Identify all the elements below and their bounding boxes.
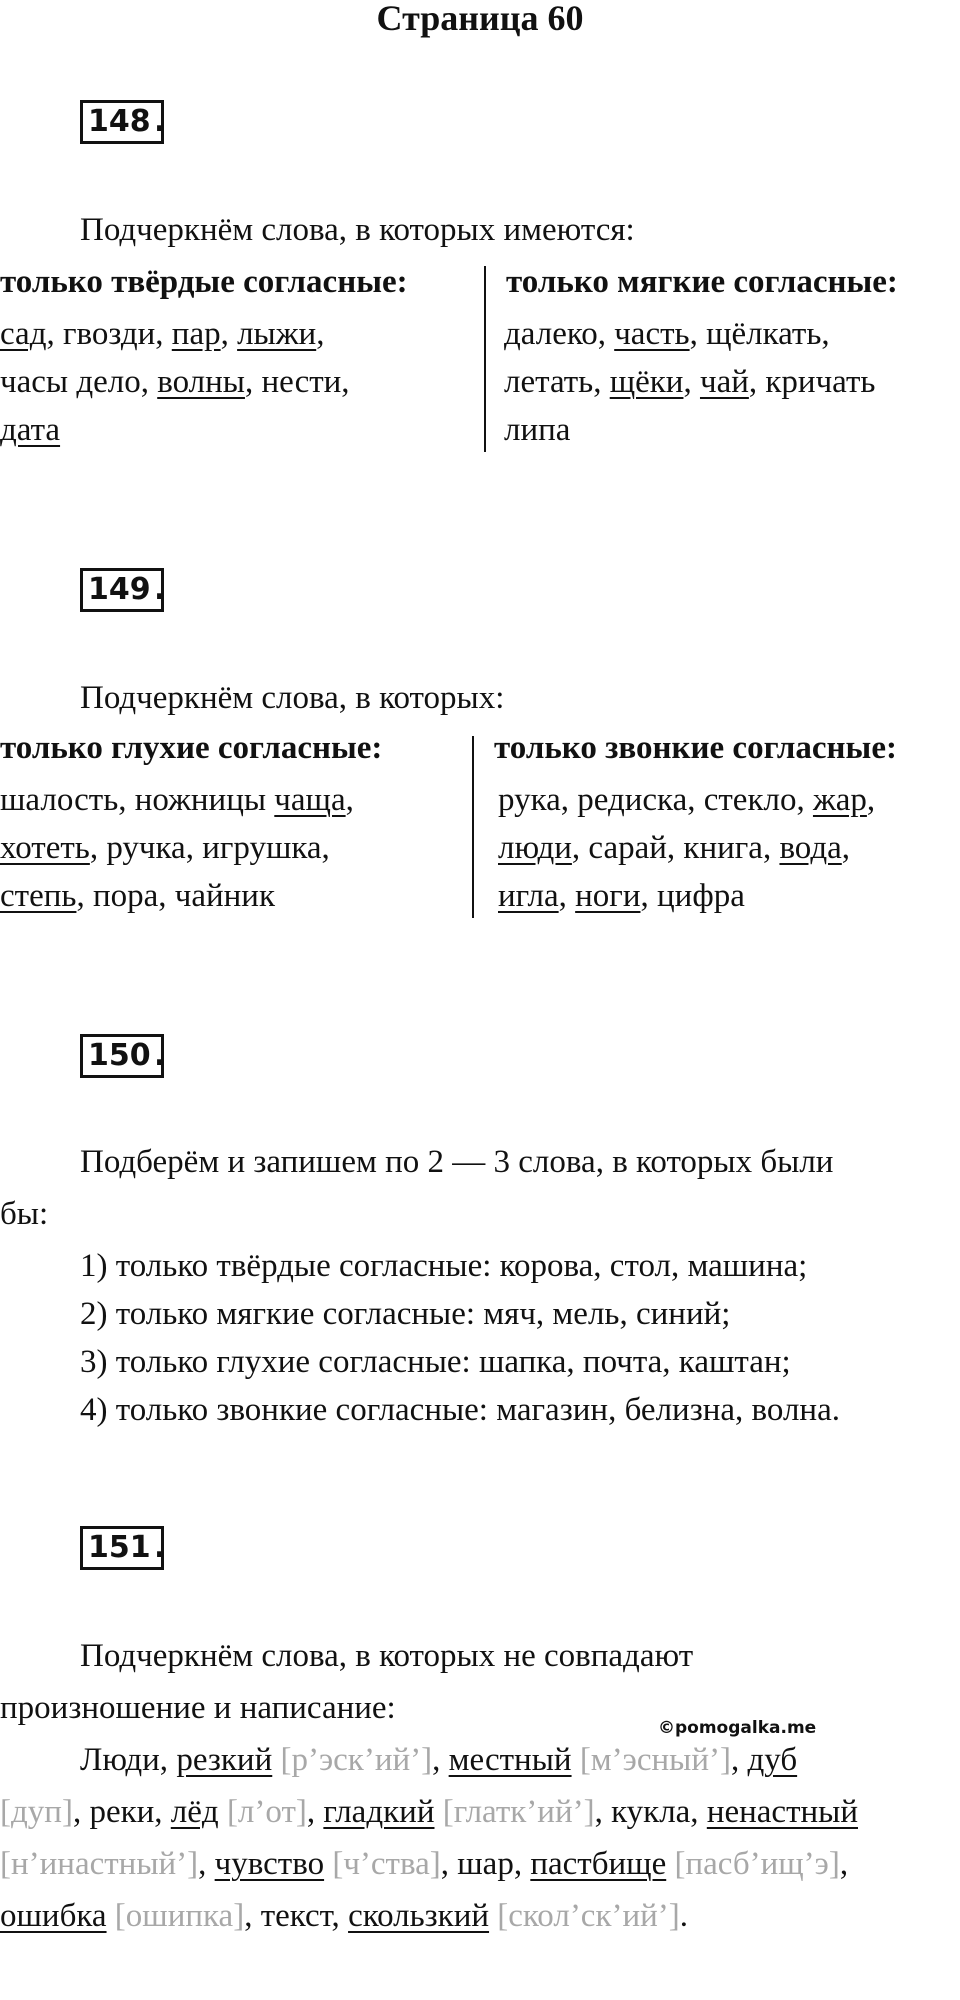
text-fragment: , кричать: [748, 364, 876, 400]
text-fragment: [107, 1898, 115, 1934]
text-fragment: ,: [683, 364, 700, 400]
underlined-word: местный: [448, 1742, 572, 1778]
exercise-number: 151: [88, 1530, 151, 1565]
text-fragment: липа: [504, 412, 571, 448]
text-line: [498, 776, 875, 824]
text-fragment: , цифра: [640, 878, 745, 914]
text-fragment: , щёлкать,: [689, 316, 830, 352]
transcription: [м’эсный’]: [579, 1742, 731, 1778]
text-fragment: [434, 1794, 442, 1830]
exercise-intro: Подчеркнём слова, в которых имеются:: [80, 212, 635, 248]
exercise-intro: Подчеркнём слова, в которых не совпадают: [80, 1638, 694, 1674]
column-divider: [472, 736, 474, 918]
column-divider: [484, 266, 486, 452]
column-heading-right: только мягкие согласные:: [506, 264, 898, 300]
transcription: [л’от]: [226, 1794, 307, 1830]
text-fragment: ,: [839, 1846, 849, 1882]
underlined-word: дата: [0, 412, 61, 448]
underlined-word: чай: [699, 364, 749, 400]
text-fragment: ,: [345, 782, 354, 818]
exercise-number: 150: [88, 1038, 151, 1073]
underlined-word: пастбище: [530, 1846, 667, 1882]
exercise-number: 149: [88, 572, 151, 607]
underlined-word: чаща: [274, 782, 346, 818]
answer-item: 4) только звонкие согласные: магазин, белизна, волна.: [80, 1392, 840, 1428]
text-fragment: ,: [730, 1742, 748, 1778]
watermark: ©pomogalka.me: [658, 1718, 817, 1738]
text-fragment: ,: [220, 316, 238, 352]
underlined-word: пар: [171, 316, 221, 352]
exercise-number-dot: .: [154, 1530, 166, 1565]
underlined-word: скользкий: [348, 1898, 490, 1934]
underlined-word: игла: [498, 878, 559, 914]
text-fragment: , реки,: [72, 1794, 171, 1830]
page-title: Страница 60: [376, 0, 584, 38]
text-fragment: рука, редиска, стекло,: [498, 782, 813, 818]
exercise-intro-continuation: бы:: [0, 1196, 49, 1232]
text-fragment: , текст,: [244, 1898, 349, 1934]
underlined-word: гладкий: [323, 1794, 435, 1830]
underlined-word: жар: [812, 782, 867, 818]
text-fragment: , ручка, игрушка,: [89, 830, 330, 866]
text-line: [80, 1736, 797, 1784]
underlined-word: дуб: [747, 1742, 798, 1778]
transcription: [ошипка]: [114, 1898, 245, 1934]
underlined-word: люди: [498, 830, 572, 866]
transcription: [р’эск’ий’]: [280, 1742, 433, 1778]
underlined-word: лёд: [170, 1794, 219, 1830]
text-line: [0, 406, 60, 454]
transcription: [н’инастный’]: [0, 1846, 199, 1882]
text-fragment: [219, 1794, 227, 1830]
text-fragment: .: [679, 1898, 689, 1934]
text-line: [0, 310, 324, 358]
text-line: [0, 358, 350, 406]
text-fragment: ,: [432, 1742, 449, 1778]
text-line: [0, 824, 330, 872]
transcription: [глатк’ий’]: [442, 1794, 595, 1830]
text-fragment: [272, 1742, 280, 1778]
text-line: [498, 872, 745, 920]
column-heading-left: только глухие согласные:: [0, 730, 383, 766]
text-fragment: часы дело,: [0, 364, 158, 400]
underlined-word: чувство: [214, 1846, 325, 1882]
underlined-word: ноги: [575, 878, 641, 914]
underlined-word: резкий: [176, 1742, 273, 1778]
text-line: [504, 406, 570, 454]
text-fragment: ,: [866, 782, 876, 818]
transcription: [скол’ск’ий’]: [497, 1898, 680, 1934]
exercise-intro: Подчеркнём слова, в которых:: [80, 680, 505, 716]
text-fragment: , кукла,: [594, 1794, 707, 1830]
text-fragment: ,: [306, 1794, 324, 1830]
underlined-word: хотеть: [0, 830, 90, 866]
text-line: [504, 358, 875, 406]
text-fragment: Люди,: [80, 1742, 177, 1778]
text-line: [0, 872, 275, 920]
text-fragment: ,: [558, 878, 576, 914]
underlined-word: сад: [0, 316, 47, 352]
text-fragment: ,: [841, 830, 851, 866]
underlined-word: ненастный: [706, 1794, 858, 1830]
text-fragment: , гвозди,: [46, 316, 172, 352]
underlined-word: волны: [157, 364, 245, 400]
answer-item: 3) только глухие согласные: шапка, почта, каштан;: [80, 1344, 791, 1380]
underlined-word: часть: [614, 316, 690, 352]
text-fragment: , нести,: [244, 364, 350, 400]
text-fragment: далеко,: [504, 316, 615, 352]
text-fragment: , шар,: [440, 1846, 531, 1882]
text-line: [504, 310, 830, 358]
underlined-word: степь: [0, 878, 77, 914]
answer-item: 1) только твёрдые согласные: корова, стол, машина;: [80, 1248, 808, 1284]
text-fragment: ,: [316, 316, 325, 352]
exercise-number-dot: .: [154, 104, 166, 139]
answer-item: 2) только мягкие согласные: мяч, мель, синий;: [80, 1296, 731, 1332]
text-fragment: ,: [198, 1846, 215, 1882]
text-fragment: [572, 1742, 580, 1778]
text-line: [498, 824, 850, 872]
underlined-word: лыжи: [237, 316, 317, 352]
transcription: [пасб’ищ’э]: [674, 1846, 840, 1882]
exercise-intro: Подберём и запишем по 2 — 3 слова, в которых были: [80, 1144, 834, 1180]
text-fragment: летать,: [504, 364, 610, 400]
text-line: [0, 1892, 688, 1940]
transcription: [дуп]: [0, 1794, 73, 1830]
column-heading-left: только твёрдые согласные:: [0, 264, 408, 300]
text-fragment: шалость, ножницы: [0, 782, 275, 818]
underlined-word: ошибка: [0, 1898, 107, 1934]
transcription: [ч’ства]: [332, 1846, 441, 1882]
exercise-number-dot: .: [154, 1038, 166, 1073]
underlined-word: вода: [779, 830, 842, 866]
text-fragment: , сарай, книга,: [571, 830, 780, 866]
column-heading-right: только звонкие согласные:: [494, 730, 897, 766]
underlined-word: щёки: [609, 364, 684, 400]
text-line: [0, 1788, 858, 1836]
exercise-number: 148: [88, 104, 151, 139]
text-line: [0, 776, 354, 824]
text-line: [0, 1840, 848, 1888]
exercise-number-dot: .: [154, 572, 166, 607]
text-fragment: , пора, чайник: [76, 878, 276, 914]
exercise-intro-continuation: произношение и написание:: [0, 1690, 396, 1726]
